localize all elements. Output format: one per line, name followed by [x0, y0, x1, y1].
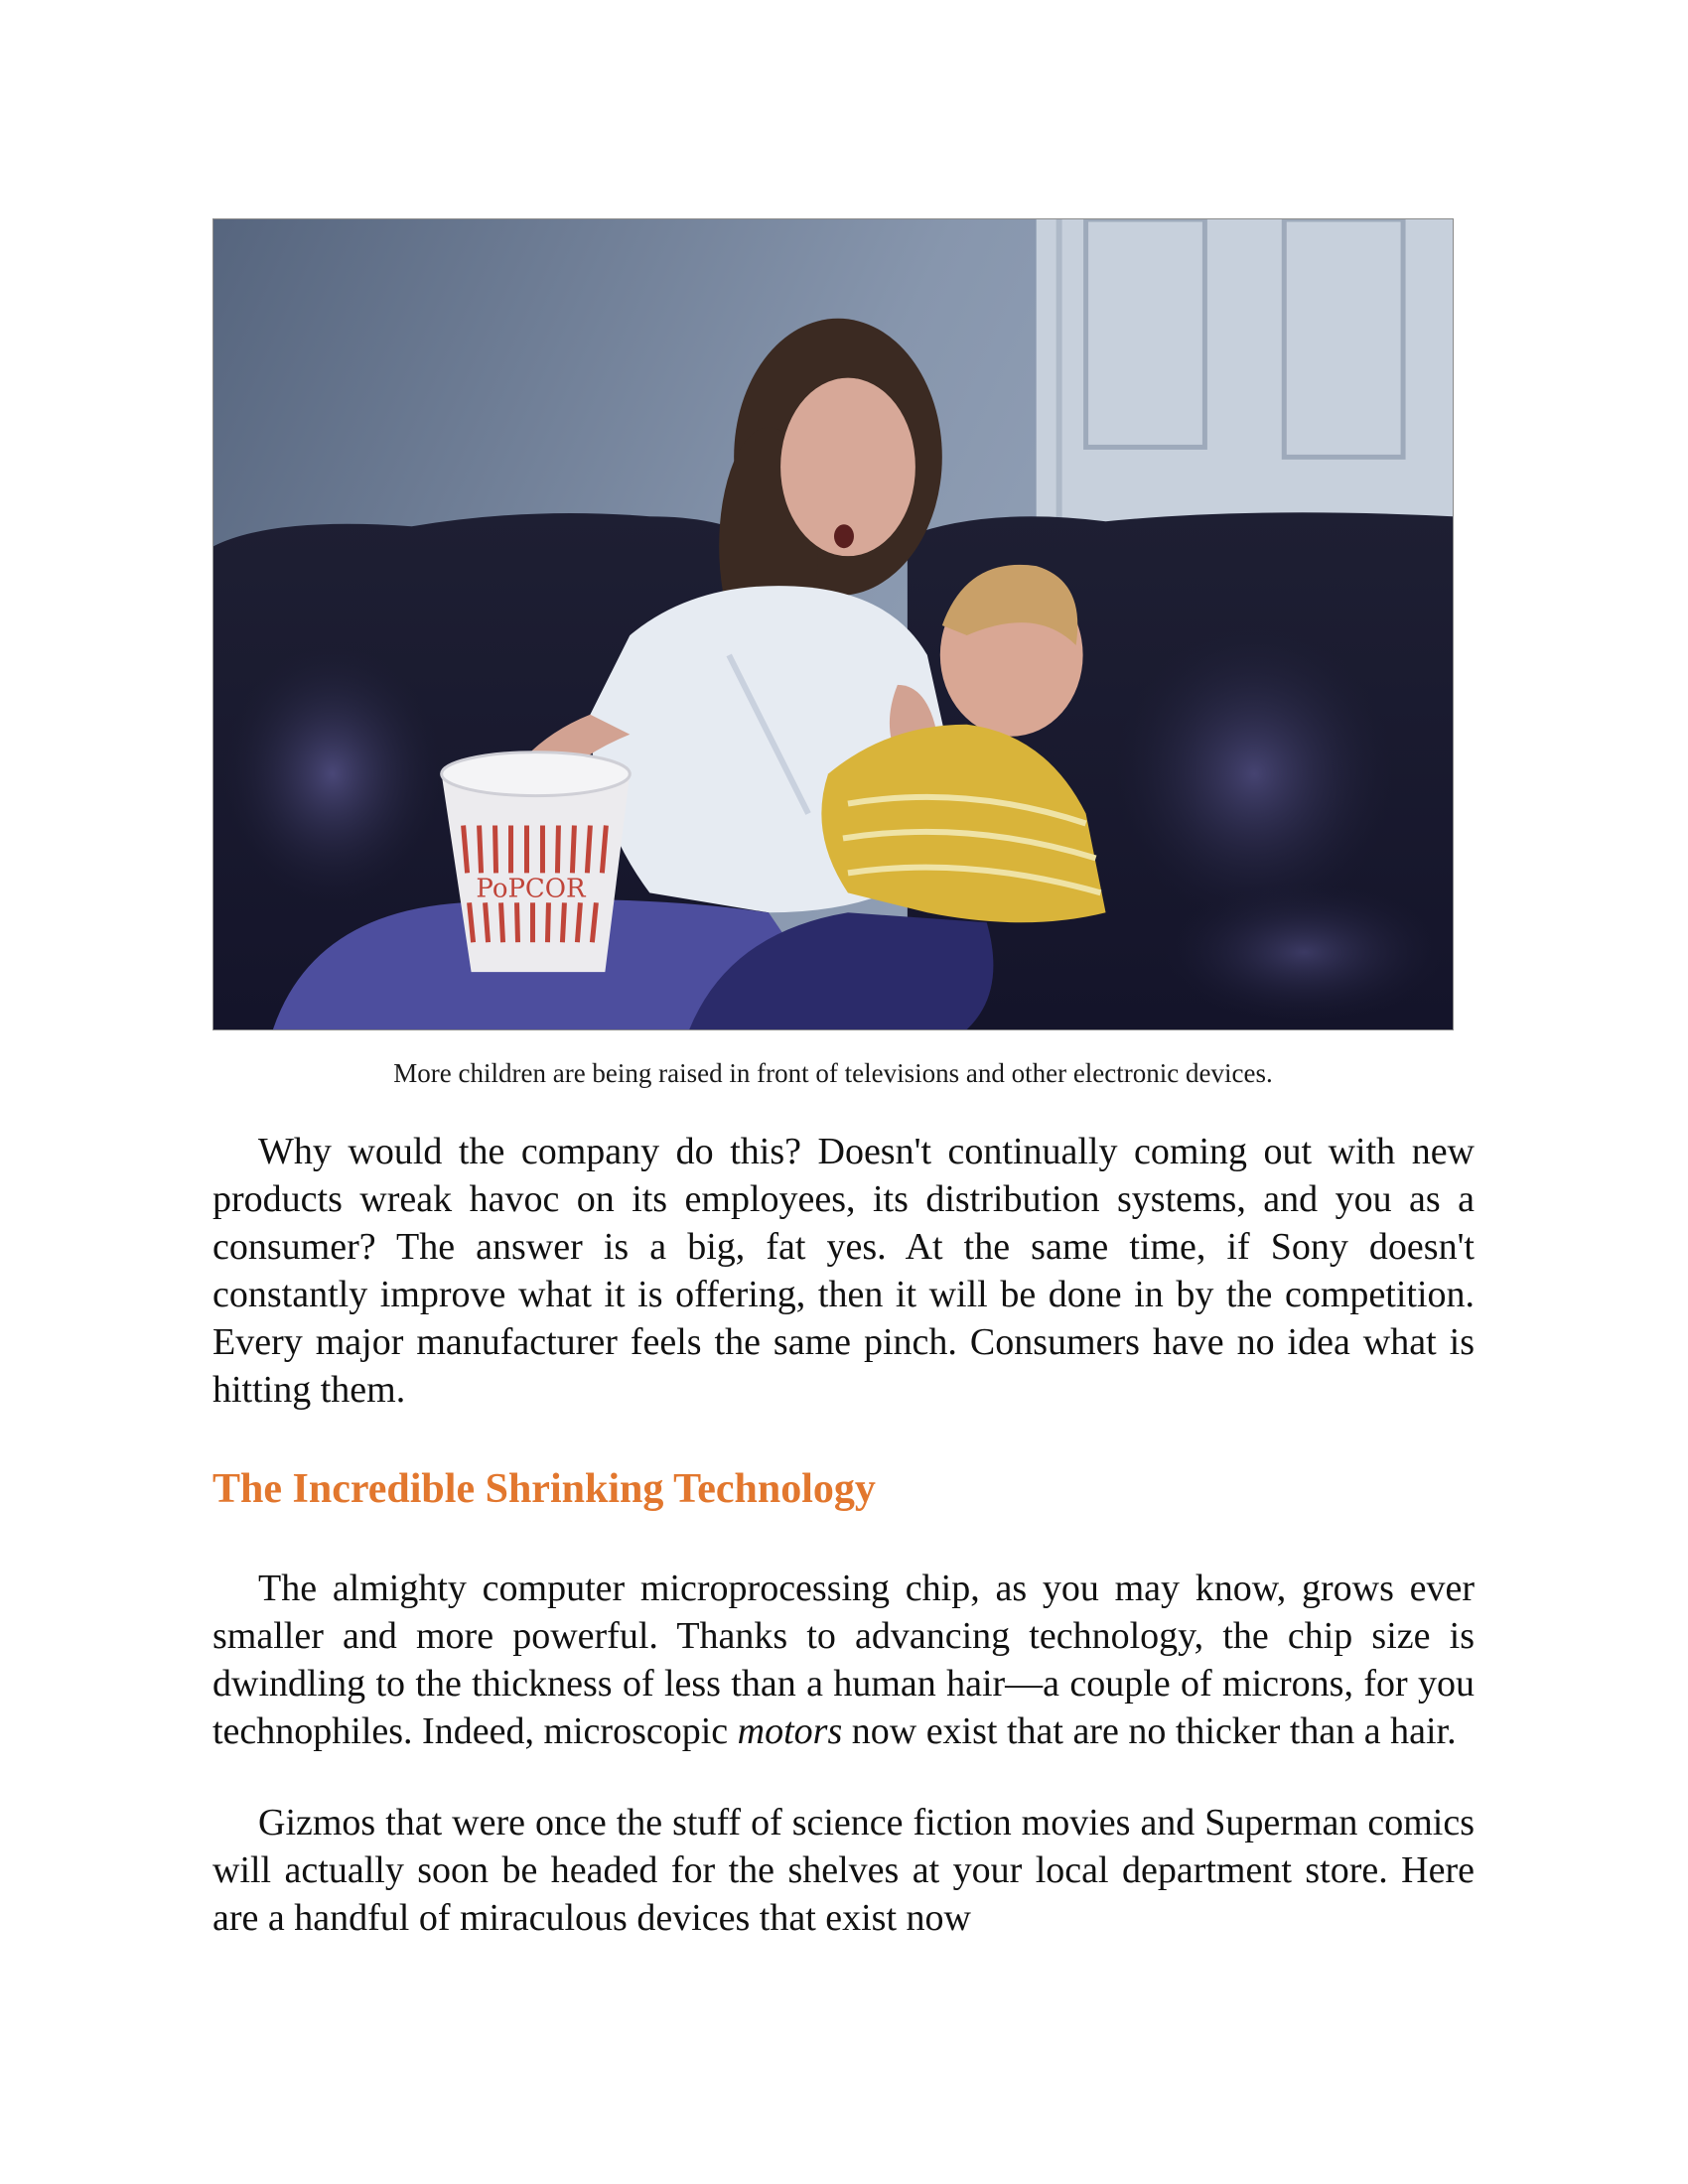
- paragraph-2: [212, 1565, 1475, 1755]
- paragraph-2-text-start: The almighty computer microprocessing chip, as you may know, grows ever smaller and more powerful. Thanks to advancing technology, the chip size is dwindling to the thickness of less than a human hair—a couple of microns, for you technophiles. Indeed, microscopic: [212, 1568, 1475, 1752]
- paragraph-2-text-end: now exist that are no thicker than a hair.: [842, 1710, 1457, 1752]
- paragraph-3: Gizmos that were once the stuff of science fiction movies and Superman comics will actually soon be headed for the shelves at your local department store. Here are a handful of miraculous devices that exist now: [212, 1802, 1475, 1939]
- figure-photo: [212, 218, 1454, 1030]
- paragraph-1: Why would the company do this? Doesn't continually coming out with new products wreak havoc on its employees, its distribution systems, and you as a consumer? The answer is a big, fat yes. At the same time, if Sony doesn't constantly improve what it is offering, then it will be done in by the competition. Every major manufacturer feels the same pinch. Consumers have no idea what is hitting them.: [212, 1131, 1475, 1411]
- popcorn-label: PoPCOR: [476, 874, 586, 904]
- paragraph-2-italic: motors: [737, 1710, 843, 1752]
- section-heading: The Incredible Shrinking Technology: [212, 1466, 876, 1512]
- figure-caption: More children are being raised in front of televisions and other electronic devices.: [393, 1058, 1273, 1088]
- photo-illustration: [213, 219, 1453, 1029]
